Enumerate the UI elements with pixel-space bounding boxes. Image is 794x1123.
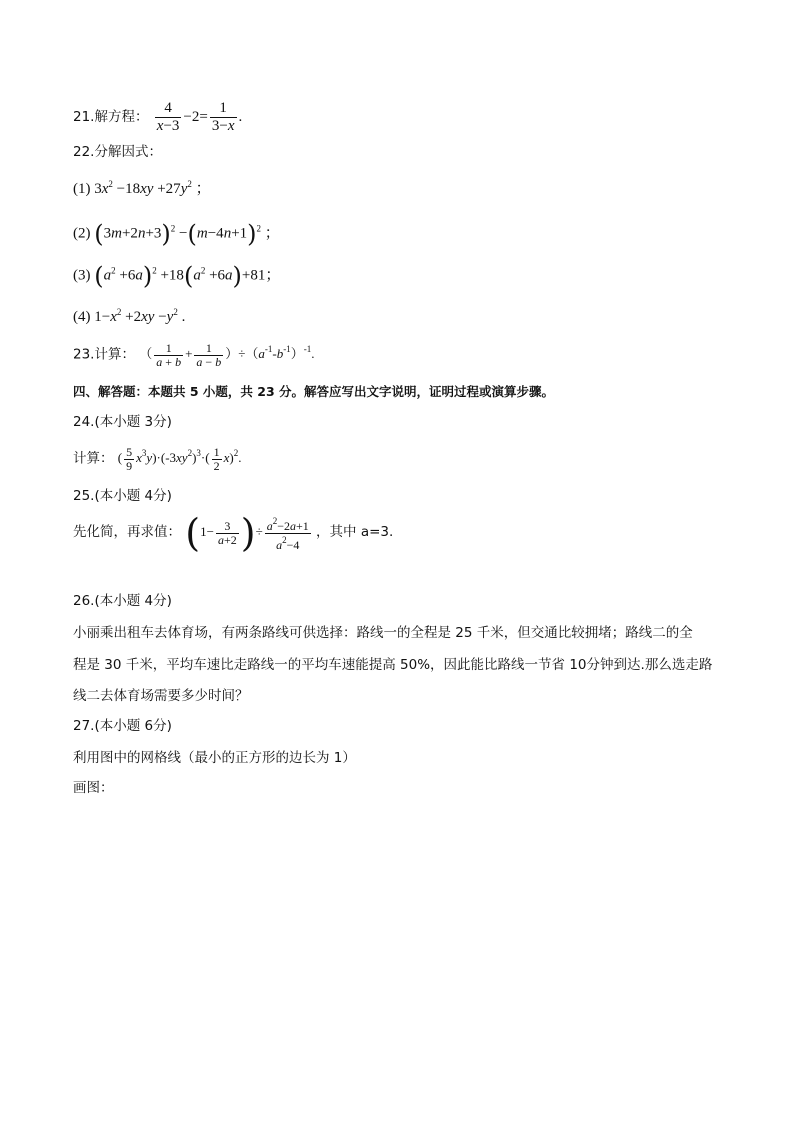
q25-expression: (1− $\frac{3}{a+2}$ )÷ $\frac{a^2-2a+1}{a^2-4}$: [185, 511, 309, 555]
q21-equation: $\frac{4}{x-3}$ −2= $\frac{1}{3-x}$ .: [156, 100, 243, 134]
q22-part1: (1) $3x^2 -18xy +27y^2$ ；: [73, 179, 211, 197]
q26-label: 26.(本小题 4分): [73, 593, 172, 609]
q21-label: 21.解方程：: [73, 108, 149, 125]
q26-text-line1: 小丽乘出租车去体育场，有两条路线可供选择：路线一的全程是 25 千米，但交通比较拥堵；路线二的全: [73, 625, 693, 641]
q27-text-line2: 画图：: [73, 780, 114, 796]
q27-text-line1: 利用图中的网格线（最小的正方形的边长为 1）: [73, 750, 356, 766]
q21-line: [73, 100, 242, 135]
q23-expression: （ $\frac{1}{a + b}$ + $\frac{1}{a - b}$ ）$\div(a^{-1}-b^{-1})^{-1}$.: [139, 341, 315, 369]
q24-line: [73, 446, 241, 473]
q26-text-line3: 线二去体育场需要多少时间？: [73, 688, 249, 704]
q22-part2: (2) $(3m+2n+3)^2 -(m-4n+1)^2$ ；: [73, 220, 280, 248]
q26-text-line2: 程是 30 千米，平均车速比走路线一的平均车速能提高 50%，因此能比路线一节省 10分钟到达.那么选走路: [73, 657, 713, 673]
q24-label: 24.(本小题 3分): [73, 414, 172, 430]
q25-tail: ，其中 a=3.: [316, 523, 394, 540]
q22-label: 22.分解因式：: [73, 144, 162, 160]
section-4-heading: 四、解答题：本题共 5 小题，共 23 分。解答应写出文字说明，证明过程或演算步骤。: [73, 384, 555, 399]
q22-part3: (3) $(a^2 +6a)^2 +18(a^2 +6a)+81$；: [73, 262, 281, 290]
q23-line: [73, 342, 314, 369]
q27-label: 27.(本小题 6分): [73, 718, 172, 734]
q25-line: [73, 511, 394, 555]
q25-intro: 先化简，再求值：: [73, 523, 181, 540]
q24-expression: ( $\frac{5}{9}$ $x^3y)\cdot(-3xy^2)^3\cdot$( $\frac{1}{2}$ x)$^2$.: [117, 445, 242, 473]
q24-calc: 计算：: [73, 450, 114, 467]
q22-part4: (4) $1-x^2 +2xy -y^2$ .: [73, 307, 186, 325]
q25-label: 25.(本小题 4分): [73, 488, 172, 504]
q23-label: 23.计算：: [73, 346, 135, 363]
